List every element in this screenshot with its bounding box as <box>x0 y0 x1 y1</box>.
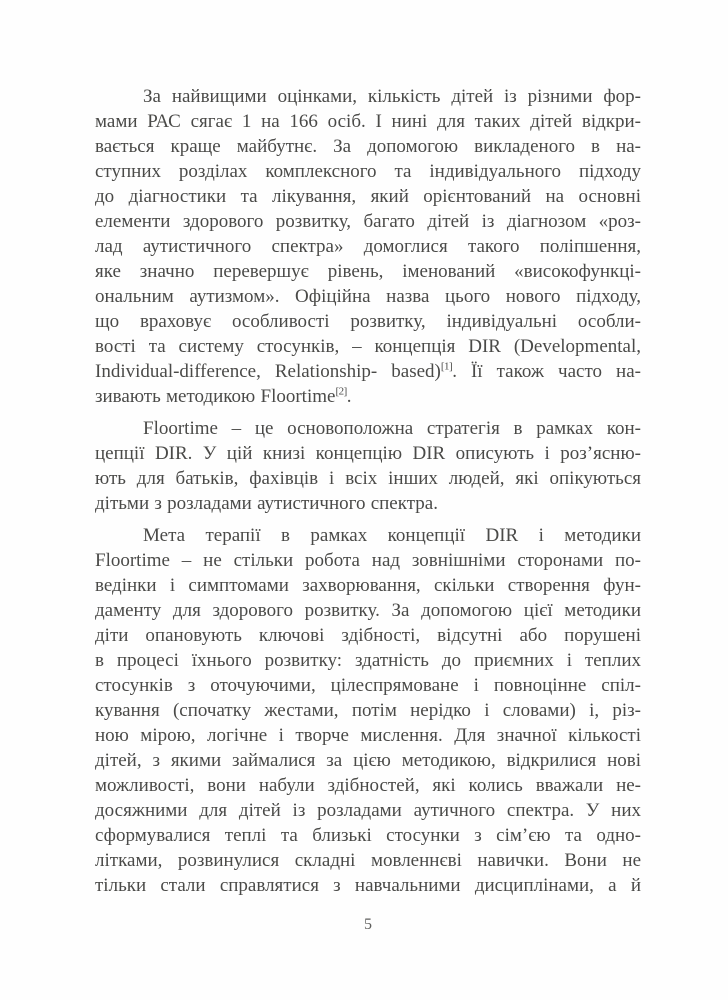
footnote-reference: [1] <box>440 360 453 373</box>
text-line: вості та систему стосунків, – концепція DIR (Developmental, <box>95 336 641 357</box>
page-number: 5 <box>364 916 372 933</box>
text-line: кування (спочатку жестами, потім нерідко і словами) і, різ- <box>95 700 641 721</box>
text-line: в процесі їхнього розвитку: здатність до приємних і теплих <box>95 650 641 671</box>
text-line: тільки стали справлятися з навчальними дисциплінами, а й <box>95 875 641 896</box>
text-line: ведінки і симптомами захворювання, скільки створення фун- <box>95 575 641 596</box>
text-line: літками, розвинулися складні мовленнєві навички. Вони не <box>95 850 641 871</box>
text-line: досяжними для дітей із розладами аутичного спектра. У них <box>95 800 641 821</box>
text-line: даменту для здорового розвитку. За допомогою цієї методики <box>95 600 641 621</box>
text-line: мами РАС сягає 1 на 166 осіб. І нині для таких дітей відкри- <box>95 111 641 132</box>
text-line: За найвищими оцінками, кількість дітей із різними фор- <box>143 86 641 107</box>
text-line: ступних розділах комплексного та індивідуального підходу <box>95 161 641 182</box>
text-line: ною мірою, логічне і творче мислення. Для значної кількості <box>95 725 641 746</box>
paragraph <box>95 523 641 898</box>
text-line: Floortime – не стільки робота над зовнішніми сторонами по- <box>95 550 641 571</box>
text-segment: Individual-difference, Relationship- based) <box>95 361 441 382</box>
text-line: сформувалися теплі та близькі стосунки з сім’єю та одно- <box>95 825 641 846</box>
text-line <box>95 384 641 409</box>
text-segment: . Її також часто на- <box>452 361 641 382</box>
paragraph <box>95 416 641 516</box>
text-line: дітьми з розладами аутистичного спектра. <box>95 493 438 514</box>
text-line: цепції DIR. У цій книзі концепцію DIR описують і роз’ясню- <box>95 443 641 464</box>
text-segment: зивають методикою Floortime <box>95 386 336 407</box>
footnote-reference: [2] <box>335 385 347 398</box>
text-line: Мета терапії в рамках концепції DIR і методики <box>143 525 641 546</box>
text-line: дітей, з якими займалися за цією методикою, відкрилися нові <box>95 750 641 771</box>
text-line: діти опановують ключові здібності, відсутні або порушені <box>95 625 641 646</box>
text-line: ональним аутизмом». Офіційна назва цього нового підходу, <box>95 286 641 307</box>
text-line: яке значно перевершує рівень, іменований «високофункці- <box>95 261 641 282</box>
page-text-block <box>95 84 641 905</box>
text-line: ють для батьків, фахівців і всіх інших людей, які опікуються <box>95 468 641 489</box>
text-line: вається краще майбутнє. За допомогою викладеного в на- <box>95 136 641 157</box>
text-line: елементи здорового розвитку, багато дітей із діагнозом «роз- <box>95 211 641 232</box>
text-line <box>95 359 641 384</box>
text-line: до діагностики та лікування, який орієнтований на основні <box>95 186 641 207</box>
paragraph <box>95 84 641 409</box>
text-line: стосунків з оточуючими, цілеспрямоване і повноцінне спіл- <box>95 675 641 696</box>
text-line: лад аутистичного спектра» домоглися такого поліпшення, <box>95 236 641 257</box>
text-line: що враховує особливості розвитку, індивідуальні особли- <box>95 311 641 332</box>
text-line: можливості, вони набули здібностей, які колись вважали не- <box>95 775 641 796</box>
text-segment: . <box>346 386 352 407</box>
text-line: Floortime – це основоположна стратегія в рамках кон- <box>143 418 641 439</box>
